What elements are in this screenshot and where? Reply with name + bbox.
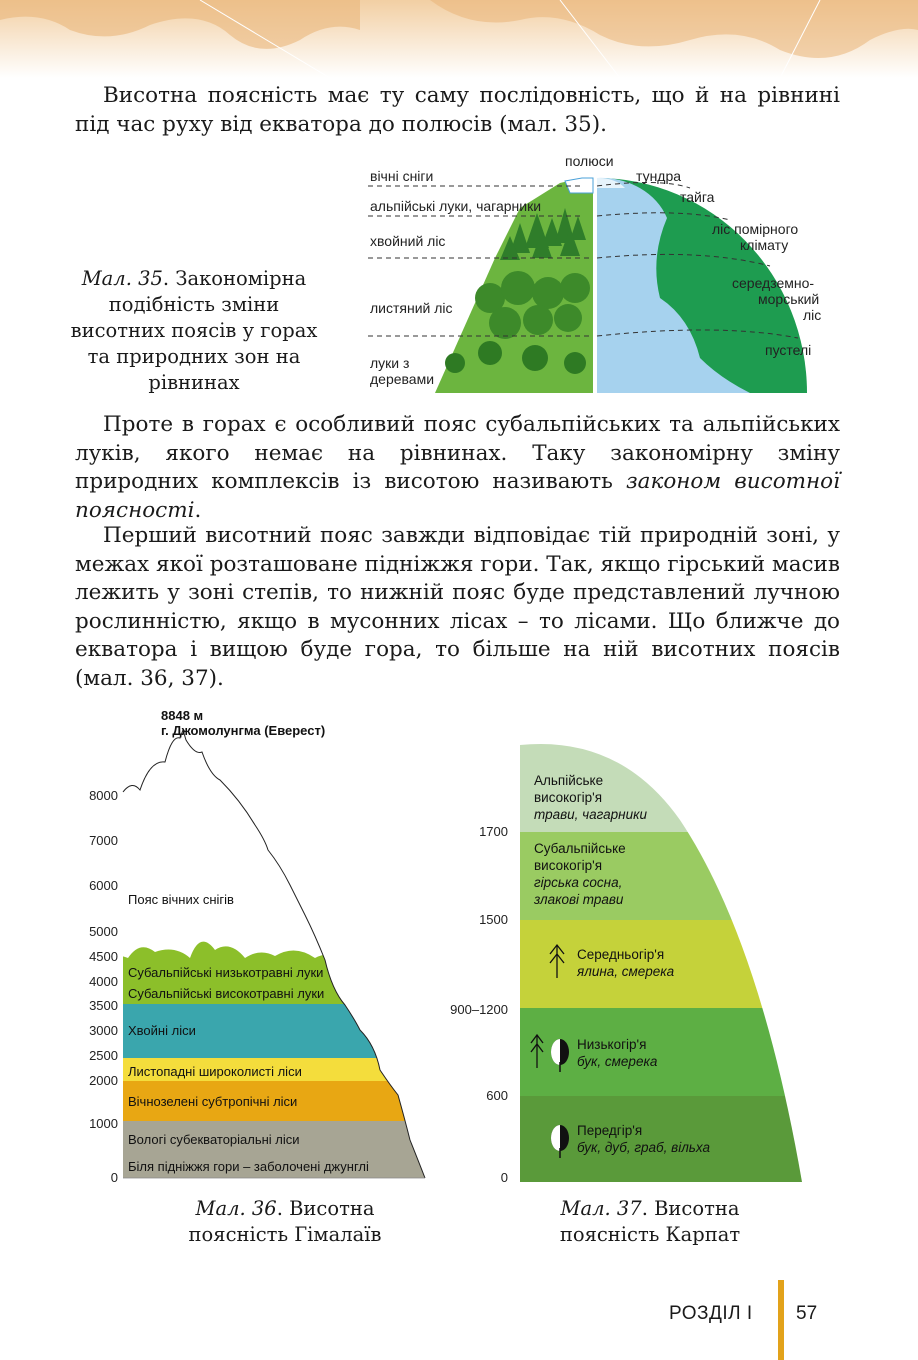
fig37-carpathians-diagram xyxy=(440,740,810,1190)
belt-label: Субальпійські високотравні луки xyxy=(128,986,325,1001)
fig36-caption-number: Мал. 36 xyxy=(195,1197,277,1220)
label-mediterranean: середземно- xyxy=(732,275,815,291)
y-tick: 2500 xyxy=(89,1048,118,1063)
fig37-caption xyxy=(530,1196,770,1248)
belt-desc: злакові трави xyxy=(534,892,624,907)
label-eternal-snow: вічні сніги xyxy=(370,168,434,184)
belt-label: Вологі субекваторіальні ліси xyxy=(128,1132,300,1147)
belt-title: Середньогір'я xyxy=(577,947,665,962)
belt-label: Хвойні ліси xyxy=(128,1023,196,1038)
fig36-himalayas-diagram xyxy=(80,700,430,1190)
y-tick: 3000 xyxy=(89,1023,118,1038)
fig37-y-axis xyxy=(450,824,508,1185)
fig36-caption-text: . Висотна поясність Гімалаїв xyxy=(188,1197,382,1246)
belt-label: Вічнозелені субтропічні ліси xyxy=(128,1094,298,1109)
belt-title: Передгір'я xyxy=(577,1123,643,1138)
belt-title: високогір'я xyxy=(534,858,603,873)
fig35-caption-number: Мал. 35 xyxy=(81,267,163,290)
fig36-caption xyxy=(150,1196,420,1248)
y-tick: 2000 xyxy=(89,1073,118,1088)
paragraph-subalpine xyxy=(75,411,840,525)
y-tick: 3500 xyxy=(89,998,118,1013)
paragraph-subalpine-text: Проте в горах є особливий пояс субальпійських та альпійських луків, якого немає на рівнинах. Таку закономірну зміну природних комплексів із висотою називають xyxy=(75,412,840,494)
y-tick: 0 xyxy=(110,1170,118,1185)
paragraph-first-belt: Перший висотний пояс завжди відповідає тій природній зоні, у межах якої розташоване підніжжя гори. Так, якщо гірський масив лежить у зоні степів, то нижній пояс буде представлений лучною рослинністю, якщо в мусонних лісах – то лісами. Що ближче до екватора і вищою буде гора, то більше на ній висотних поясів (мал. 36, 37). xyxy=(75,523,840,691)
y-tick: 5000 xyxy=(89,924,118,939)
law-of-altitudinal-zonality: законом висотної поясності xyxy=(75,469,841,523)
fig37-caption-number: Мал. 37 xyxy=(560,1197,642,1220)
label-trees: деревами xyxy=(370,371,435,387)
label-temperate-forest: ліс помірного xyxy=(712,221,799,237)
y-tick: 7000 xyxy=(89,833,118,848)
fig36-y-axis xyxy=(89,788,118,1185)
y-tick: 1700 xyxy=(479,824,508,839)
belt-title: Субальпійське xyxy=(534,841,626,856)
y-tick: 8000 xyxy=(89,788,118,803)
peak-name: г. Джомолунгма (Еверест) xyxy=(161,723,326,738)
label-meadows-with: луки з xyxy=(370,355,410,371)
y-tick: 1500 xyxy=(479,912,508,927)
section-label: РОЗДІЛ І xyxy=(669,1303,753,1324)
peak-height: 8848 м xyxy=(161,708,204,723)
belt-label: Листопадні широколисті ліси xyxy=(128,1064,302,1079)
y-tick: 6000 xyxy=(89,878,118,893)
label-taiga: тайга xyxy=(680,189,715,205)
fig37-caption-text: . Висотна поясність Карпат xyxy=(559,1197,741,1246)
label-poles: полюси xyxy=(565,153,614,169)
intro-paragraph: Висотна поясність має ту саму послідовність, що й на рівнині під час руху від екватора до полюсів (мал. 35). xyxy=(75,83,840,137)
y-tick: 4000 xyxy=(89,974,118,989)
label-mediterranean-2: морський xyxy=(758,291,820,307)
belt-title: Альпійське xyxy=(534,773,604,788)
belt-title: високогір'я xyxy=(534,790,603,805)
belt-desc: бук, дуб, граб, вільха xyxy=(577,1140,711,1155)
y-tick: 0 xyxy=(500,1170,508,1185)
y-tick: 600 xyxy=(486,1088,508,1103)
belt-desc: ялина, смерека xyxy=(577,964,675,979)
y-tick: 4500 xyxy=(89,949,118,964)
paragraph-subalpine-end: . xyxy=(194,497,202,523)
belt-label: Пояс вічних снігів xyxy=(128,892,234,907)
belt-label: Субальпійські низькотравні луки xyxy=(128,965,324,980)
belt-desc: бук, смерека xyxy=(577,1054,658,1069)
fig35-diagram xyxy=(360,148,840,398)
y-tick: 900–1200 xyxy=(450,1002,508,1017)
fig35-caption xyxy=(70,266,318,396)
label-climate: клімату xyxy=(740,237,789,253)
page-number: 57 xyxy=(796,1303,818,1324)
belt-desc: гірська сосна, xyxy=(534,875,623,890)
label-tundra: тундра xyxy=(636,168,682,184)
label-forest: ліс xyxy=(803,307,822,323)
y-tick: 1000 xyxy=(89,1116,118,1131)
footer-accent-bar xyxy=(778,1280,784,1360)
belt-label: Біля підніжжя гори – заболочені джунглі xyxy=(128,1159,369,1174)
fig35-caption-text: . Закономірна подібність зміни висотних поясів у горах та природних зон на рівнинах xyxy=(70,267,318,394)
belt-title: Низькогір'я xyxy=(577,1037,647,1052)
header-map-banner xyxy=(0,0,918,78)
label-deserts: пустелі xyxy=(765,342,812,358)
label-alpine-meadows: альпійські луки, чагарники xyxy=(370,198,542,214)
belt-desc: трави, чагарники xyxy=(534,807,648,822)
label-conifer-forest: хвойний ліс xyxy=(370,233,446,249)
label-deciduous-forest: листяний ліс xyxy=(370,300,453,316)
